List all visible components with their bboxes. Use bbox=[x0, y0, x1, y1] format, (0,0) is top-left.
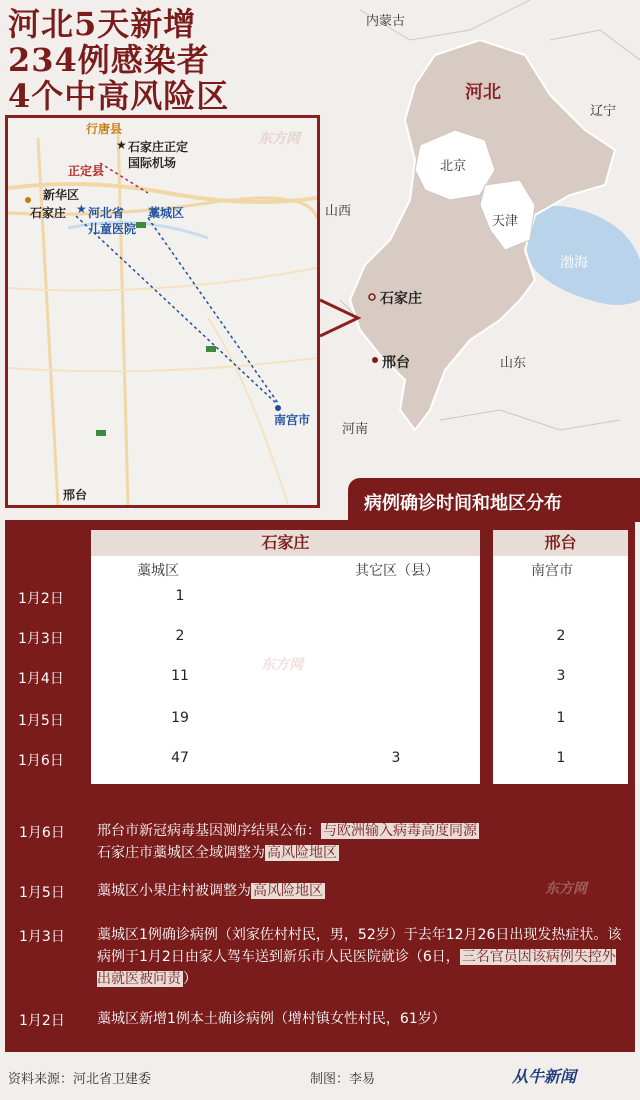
label-hospital-1: 河北省 bbox=[88, 206, 125, 220]
label-nangong: 南宫市 bbox=[274, 413, 311, 427]
event-text-3 bbox=[97, 924, 627, 990]
group-header-shijiazhuang: 石家庄 bbox=[91, 530, 480, 556]
cell-gaocheng-1: 1 bbox=[175, 588, 185, 604]
label-henan: 河南 bbox=[342, 422, 369, 437]
cell-gaocheng-5: 47 bbox=[171, 750, 189, 766]
label-shijiazhuang-region: 石家庄 bbox=[380, 291, 422, 307]
event-2-highlight-1: 高风险地区 bbox=[253, 883, 323, 899]
xinhua-marker bbox=[25, 197, 31, 203]
cell-gaocheng-3: 11 bbox=[171, 668, 189, 684]
title-line-3: 4个中高风险区 bbox=[8, 77, 230, 115]
road-6 bbox=[8, 358, 317, 371]
event-3-highlight-1: 三名官员因该病例失控外出就医被问责 bbox=[97, 949, 616, 987]
title-line-1: 河北5天新增 bbox=[8, 5, 197, 43]
event-4-part-1: 藁城区新增1例本土确诊病例（增村镇女性村民，61岁） bbox=[97, 1011, 446, 1027]
hospital-icon: ★ bbox=[76, 202, 87, 216]
region-map bbox=[320, 0, 640, 470]
label-xingtang: 行唐县 bbox=[86, 122, 123, 136]
cell-other-5: 3 bbox=[391, 750, 401, 766]
label-neimenggu: 内蒙古 bbox=[366, 14, 406, 29]
event-1-highlight-1: 与欧洲输入病毒高度同源 bbox=[323, 823, 477, 839]
label-xinhua: 新华区 bbox=[43, 188, 80, 202]
cell-nangong-5: 1 bbox=[556, 750, 566, 766]
footer-logo: 从牛新闻 bbox=[512, 1067, 577, 1086]
col-header-nangong: 南宫市 bbox=[531, 563, 573, 579]
road-sign-3 bbox=[96, 430, 106, 436]
title-line-2: 234例感染者 bbox=[8, 41, 210, 79]
watermark-1: 东方网 bbox=[258, 131, 300, 147]
route-line-1 bbox=[76, 216, 276, 403]
label-airport-1: 石家庄正定 bbox=[128, 140, 189, 154]
label-xingtai-city: 邢台 bbox=[63, 488, 88, 502]
event-1-highlight-2: 高风险地区 bbox=[267, 845, 337, 861]
shijiazhuang-column-group bbox=[91, 530, 480, 784]
xingtai-column-group bbox=[493, 530, 628, 784]
event-3-part-1: 藁城区1例确诊病例（刘家佐村村民，男，52岁）于去年12月26日出现发热症状。该病例于1月2日由家人驾车送到新乐市人民医院就诊（6日， bbox=[97, 927, 622, 965]
group-header-xingtai: 邢台 bbox=[493, 530, 628, 556]
liaoning-border bbox=[550, 30, 640, 60]
city-map-graphic bbox=[8, 118, 317, 505]
label-xingtai-region: 邢台 bbox=[382, 355, 410, 371]
label-airport-2: 国际机场 bbox=[128, 156, 177, 170]
footer-maker: 制图：李易 bbox=[310, 1072, 376, 1087]
event-3-part-3: ） bbox=[183, 971, 197, 987]
label-hebei: 河北 bbox=[465, 82, 501, 103]
event-1-part-2: 石家庄市藁城区全域调整为 bbox=[97, 845, 265, 861]
cell-nangong-2: 2 bbox=[556, 628, 566, 644]
event-1-part-1: 邢台市新冠病毒基因测序结果公布： bbox=[97, 823, 321, 839]
col-header-other: 其它区（县） bbox=[355, 563, 439, 579]
xingtai-marker bbox=[372, 357, 378, 363]
page-title bbox=[8, 6, 338, 114]
event-date-1: 1月6日 bbox=[19, 825, 65, 841]
cell-gaocheng-2: 2 bbox=[175, 628, 185, 644]
col-header-gaocheng: 藁城区 bbox=[137, 563, 179, 579]
cell-nangong-3: 3 bbox=[556, 668, 566, 684]
event-date-4: 1月2日 bbox=[19, 1013, 65, 1029]
cell-nangong-4: 1 bbox=[556, 710, 566, 726]
row-date-4: 1月5日 bbox=[18, 713, 64, 729]
airport-icon: ★ bbox=[116, 138, 127, 152]
label-hospital-2: 儿童医院 bbox=[88, 222, 137, 236]
row-date-1: 1月2日 bbox=[18, 591, 64, 607]
shandong-border bbox=[440, 410, 620, 430]
road-5 bbox=[8, 268, 317, 291]
event-text-1 bbox=[97, 820, 627, 864]
region-map-graphic bbox=[320, 0, 640, 470]
event-text-4 bbox=[97, 1008, 627, 1030]
label-shanxi: 山西 bbox=[325, 204, 352, 219]
label-beijing: 北京 bbox=[440, 159, 467, 174]
label-shijiazhuang-city: 石家庄 bbox=[30, 206, 67, 220]
cell-gaocheng-4: 19 bbox=[171, 710, 189, 726]
event-date-2: 1月5日 bbox=[19, 885, 65, 901]
label-liaoning: 辽宁 bbox=[590, 104, 617, 119]
event-2-part-1: 藁城区小果庄村被调整为 bbox=[97, 883, 251, 899]
table-title: 病例确诊时间和地区分布 bbox=[348, 478, 640, 522]
road-sign-1 bbox=[206, 346, 216, 352]
label-zhengding: 正定县 bbox=[68, 164, 105, 178]
city-map-panel bbox=[5, 115, 320, 508]
event-date-3: 1月3日 bbox=[19, 929, 65, 945]
road-sign-2 bbox=[136, 222, 146, 228]
label-shandong: 山东 bbox=[500, 356, 527, 371]
label-tianjin: 天津 bbox=[492, 214, 519, 229]
footer-source: 资料来源：河北省卫建委 bbox=[8, 1072, 152, 1087]
route-line-2 bbox=[148, 218, 278, 403]
label-bohai: 渤海 bbox=[560, 255, 588, 271]
row-date-5: 1月6日 bbox=[18, 753, 64, 769]
events-panel bbox=[5, 800, 635, 1052]
watermark-3: 东方网 bbox=[545, 881, 587, 897]
label-gaocheng: 藁城区 bbox=[148, 206, 185, 220]
row-date-2: 1月3日 bbox=[18, 631, 64, 647]
watermark-2: 东方网 bbox=[261, 657, 303, 673]
row-date-3: 1月4日 bbox=[18, 671, 64, 687]
